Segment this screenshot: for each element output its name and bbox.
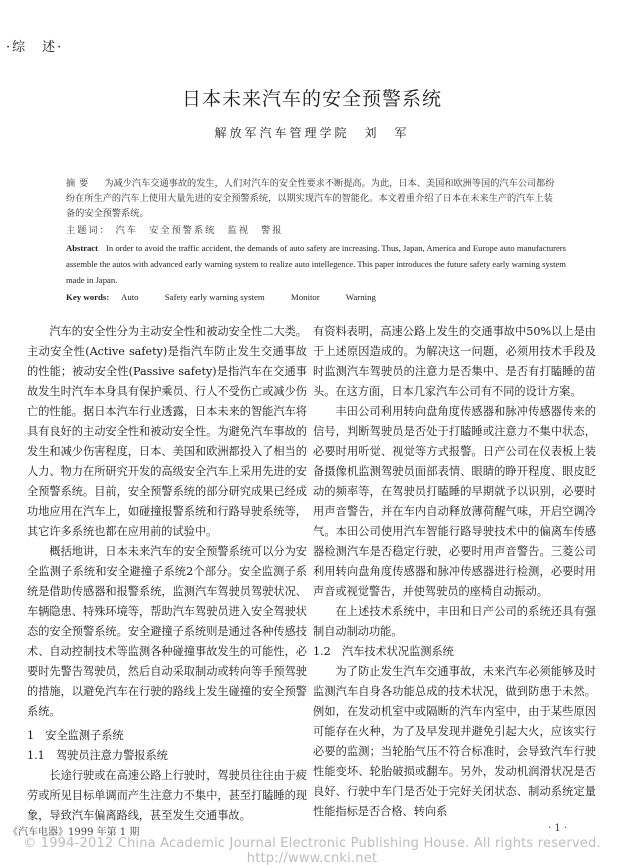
subsection-heading: 1.1 驾驶员注意力警报系统 [27,749,168,762]
right-column [313,322,596,822]
abstract-en-text: In order to avoid the traffic accident, the demands of auto safety are increasing. Thus, Japan, America and Europe auto manufacturers assemble the autos with advanced early warning system to realize auto intellegence. This paper introduces the future safety early warning system made in Japan. [66,243,566,285]
keywords-en-label: Key words: [66,292,110,302]
body-paragraph: 概括地讲，日本未来汽车的安全预警系统可以分为安全监测子系统和安全避撞子系统2个部分。安全监测子系统是借助传感器和报警系统，监测汽车驾驶员驾驶状况、车辆隐患、特殊环境等，帮助汽车驾驶员进入安全驾驶状态的安全预警系统。安全避撞子系统则是通过各种传感技术、自动控制技术等监测各种碰撞事故发生的可能性，必要时先警告驾驶员，然后自动采取制动或转向等手预驾驶的措施，以避免汽车在行驶的路线上发生碰撞的安全预警系统。 [27,545,307,718]
body-paragraph: 有资料表明，高速公路上发生的交通事故中50%以上是由于上述原因造成的。为解决这一问题，必须用技术手段及时监测汽车驾驶员的注意力是否集中、是否有打瞌睡的苗头。在这方面，日本几家汽车公司有不同的设计方案。 [313,325,596,398]
body-paragraph: 汽车的安全性分为主动安全性和被动安全性二大类。主动安全性(Active safety)是指汽车防止发生交通事故的性能；被动安全性(Passive safety)是指汽车在交通事故发生时汽车本身具有保护乘员、行人不受伤亡或减少伤亡的性能。据日本汽车行业透露，日本未来的智能汽车将具有良好的主动安全性和被动安全性。为避免汽车事故的发生和减少伤害程度，日本、美国和欧洲都投入了相当的人力、物力在所研究开发的高级安全汽车上采用先进的安全预警系统。目前，安全预警系统的部分研究成果已经成功地应用在汽车上，如碰撞报警系统和行路导驶系统等，其它许多系统也都在应用前的试验中。 [27,325,307,538]
page-number: · 1 · [548,823,568,834]
abstract-en [66,240,566,288]
body-paragraph: 为了防止发生汽车交通事故，未来汽车必须能够及时监测汽车自身各功能总成的技术状况，做到防患于未然。例如，在发动机室中或隔断的汽车内室中，由于某些原因可能存在火种，为了及早发现并避免引起大火，应该实行必要的监测；当轮胎气压不符合标准时，会导致汽车行驶性能变坏、轮胎破损或翻车。另外，发动机润滑状况是否良好、行驶中车门是否处于完好关闭状态、制动系统定量性能指标是否合格、转向系 [313,665,596,818]
abstract-zh-label: 摘要 [66,178,93,189]
keywords-en [66,292,400,302]
keywords-zh [66,222,283,236]
keywords-zh-items: 汽车 安全预警系统 监视 警报 [115,225,284,236]
journal-footer: 《汽车电器》1999 年第 1 期 [8,827,140,838]
keywords-zh-label: 主题词： [66,225,111,236]
keyword-en-item: Safety early warning system [164,292,265,302]
section-heading: 1 安全监测子系统 [27,729,124,742]
author-line: 解放军汽车管理学院 刘 军 [214,126,410,140]
abstract-zh [66,176,562,221]
body-paragraph: 丰田公司利用转向盘角度传感器和脉冲传感器传来的信号，判断驾驶员是否处于打瞌睡或注意力不集中状态，必要时用听觉、视觉等方式报警。日产公司在仪表板上装备摄像机监测驾驶员面部表情、眼睛的睁开程度、眼皮眨动的频率等，在驾驶员打瞌睡的早期就予以识别，必要时用声音警告，并在车内自动释放薄荷醒气味，开启空调冷气。本田公司使用汽车智能行路导驶技术中的偏离车传感器检测汽车是否稳定行驶，必要时用声音警告。三菱公司利用转向盘角度传感器和脉冲传感器进行检测，必要时用声音或视觉警告，并使驾驶员的座椅自动振动。 [313,405,596,598]
copyright-watermark: © 1994-2012 China Academic Journal Electronic Publishing House. All rights reserved. http://www.cnki.net [23,836,614,866]
keyword-en-item: Auto [120,292,139,302]
left-column [27,322,307,826]
section-tag: ·综 述· [6,40,64,55]
body-paragraph: 在上述技术系统中，丰田和日产公司的系统还具有强制自动制动功能。 [313,605,596,638]
keyword-en-item: Warning [345,292,376,302]
abstract-zh-text: 为减少汽车交通事故的发生，人们对汽车的安全性要求不断提高。为此，日本、美国和欧洲等国的汽车公司都纷纷在所生产的汽车上使用大量先进的安全预警系统，以期实现汽车的智能化。本文着重介绍了日本在未来生产的汽车上装备的安全预警系统。 [66,178,555,219]
subsection-heading: 1.2 汽车技术状况监测系统 [313,645,454,658]
body-paragraph: 长途行驶或在高速公路上行驶时，驾驶员往往由于疲劳或所见目标单调而产生注意力不集中，甚至打瞌睡的现象，导致汽车偏离路线，甚至发生交通事故。 [27,769,307,822]
abstract-en-label: Abstract [66,243,98,253]
article-title: 日本未来汽车的安全预警系统 [181,88,442,110]
keyword-en-item: Monitor [290,292,320,302]
